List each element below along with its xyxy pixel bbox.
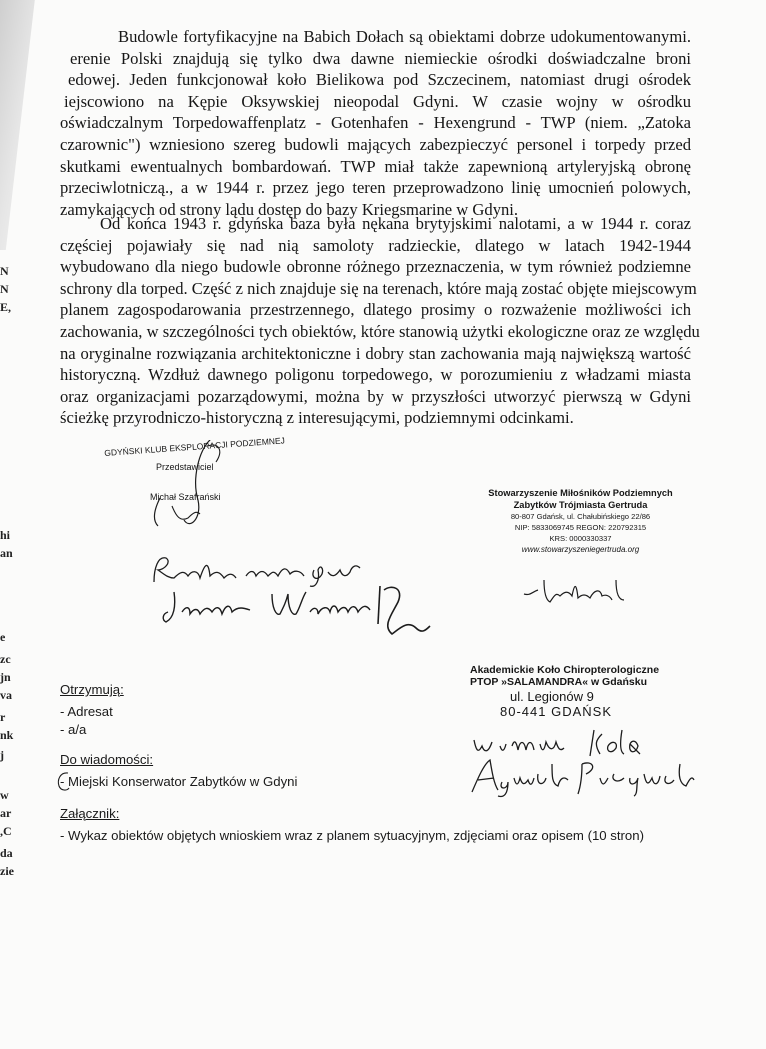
text-line: schrony dla torped. Część z nich znajduje się na terenach, które mają zostać objęte miejscowym: [60, 278, 697, 298]
edge-fragment: ar: [0, 806, 12, 820]
zalacznik-item: - Wykaz obiektów objętych wnioskiem wraz z planem sytuacyjnym, zdjęciami oraz opisem (10 stron): [60, 828, 644, 843]
edge-fragment: ,C: [0, 824, 12, 838]
edge-fragment: nk: [0, 728, 14, 742]
edge-fragment: N: [0, 282, 9, 296]
akademickie-stamp: [470, 664, 680, 719]
edge-fragment: zie: [0, 864, 14, 878]
edge-fragment: e: [0, 630, 6, 644]
otrzymuja-label: Otrzymują:: [60, 682, 124, 697]
text-line: planem zagospodarowania przestrzennego, dlatego prosimy o rozważenie możliwości ich: [60, 300, 691, 320]
body-paragraph-2: [60, 213, 700, 429]
handwritten-agnieszka: [468, 756, 698, 798]
text-line: na oryginalne rozwiązania architektoniczne i dobry stan zachowania mają największą wartość: [60, 343, 691, 363]
text-line: zamykających od strony lądu dostęp do bazy Kriegsmarine w Gdyni.: [60, 199, 519, 219]
stamp-line: 80-807 Gdańsk, ul. Chałubińskiego 22/86: [510, 512, 651, 521]
text-line: historyczną. Wzdłuż dawnego poligonu torpedowego, w porozumieniu z władzami miasta: [60, 365, 691, 385]
stamp-line: NIP: 5833069745 REGON: 220792315: [514, 523, 647, 532]
otrzymuja-item: - a/a: [60, 722, 87, 737]
text-line: przeciwlotniczą., a w 1944 r. przez jego teren przeprowadzono linię umocnień polowych,: [60, 178, 691, 198]
text-line: oświadczalnym Torpedowaffenplatz - Gotenhafen - Hexengrund - TWP (niem. „Zatoka: [60, 113, 691, 133]
edge-fragment: E,: [0, 300, 12, 314]
stamp-name: Michał Szafrański: [150, 492, 221, 502]
handwritten-circle-mark: [56, 770, 72, 792]
edge-fragment: da: [0, 846, 13, 860]
text-line: częściej pojawiały się nad nią samoloty radzieckie, dlatego w latach 1942-1944: [60, 235, 691, 255]
handwritten-w-imieniu: [470, 724, 650, 760]
text-line: zachowania, w szczególności tych obiektów, które stanowią użytki ekologiczne oraz ze względu: [60, 321, 700, 341]
signature-gertruda: [520, 574, 630, 608]
text-line: Od końca 1943 r. gdyńska baza była nękana brytyjskimi nalotami, a w 1944 r. coraz: [100, 214, 691, 233]
stamp-line: PTOP »SALAMANDRA« w Gdańsku: [470, 676, 647, 688]
edge-fragment: r: [0, 710, 6, 724]
stamp-line: Zabytków Trójmiasta Gertruda: [513, 500, 648, 510]
text-line: ścieżkę przyrodniczo-historyczną z interesującymi, podziemnymi odcinkami.: [60, 408, 574, 428]
adjacent-page-edge: [0, 250, 14, 890]
text-line: iejscowiono na Kępie Oksywskiej nieopodal Gdyni. W czasie wojny w ośrodku: [64, 91, 691, 111]
edge-fragment: j: [0, 748, 4, 762]
edge-fragment: hi: [0, 528, 11, 542]
text-line: edowej. Jeden funkcjonował koło Bielikowa pod Szczecinem, natomiast drugi ośrodek: [68, 70, 691, 90]
edge-fragment: va: [0, 688, 12, 702]
stamp-line: ul. Legionów 9: [510, 689, 594, 704]
text-line: oraz organizacjami pozarządowymi, można by w przyszłości utworzyć pierwszą w Gdyni: [60, 386, 691, 406]
body-paragraph-1: [60, 26, 691, 220]
text-line: wybudowano dla niego budowle obronne różnego przeznaczenia, w tym również podziemne: [60, 257, 691, 277]
text-line: erenie Polski znajdują się tylko dwa dawne niemieckie ośrodki doświadczalne broni: [70, 48, 691, 68]
gkep-stamp: [100, 435, 300, 535]
stamp-line: 80-441 GDAŃSK: [500, 704, 612, 719]
edge-fragment: an: [0, 546, 13, 560]
gertruda-stamp: [468, 488, 693, 554]
text-line: Budowle fortyfikacyjne na Babich Dołach są obiektami dobrze udokumentowanymi.: [118, 27, 691, 46]
stamp-website: www.stowarzyszeniegertruda.org: [521, 545, 640, 554]
signature-szafranski: [100, 440, 300, 535]
wiadomosci-label: Do wiadomości:: [60, 752, 154, 767]
zalacznik-label: Załącznik:: [60, 806, 120, 821]
edge-fragment: w: [0, 788, 9, 802]
text-line: czarownic") wzniesiono szereg budowli mających zabezpieczyć personel i torpedy przed: [60, 134, 691, 154]
edge-fragment: zc: [0, 652, 11, 666]
stamp-role: Przedstawiciel: [156, 462, 214, 472]
stamp-organization: GDYŃSKI KLUB EKSPLORACJI PODZIEMNEJ: [104, 435, 286, 458]
stamp-line: Stowarzyszenie Miłośników Podziemnych: [488, 488, 673, 498]
wiadomosci-item: - Miejski Konserwator Zabytków w Gdyni: [60, 774, 298, 789]
edge-fragment: N: [0, 264, 9, 278]
stamp-line: Akademickie Koło Chiropterologiczne: [470, 664, 660, 676]
otrzymuja-item: - Adresat: [60, 704, 113, 719]
stamp-line: KRS: 0000330337: [549, 534, 612, 543]
folded-corner: [0, 0, 58, 250]
text-line: skutkami ewentualnych bombardowań. TWP miał także zapewnioną artyleryjską obronę: [60, 156, 691, 176]
handwritten-jaroslaw: [160, 582, 440, 642]
edge-fragment: jn: [0, 670, 11, 684]
